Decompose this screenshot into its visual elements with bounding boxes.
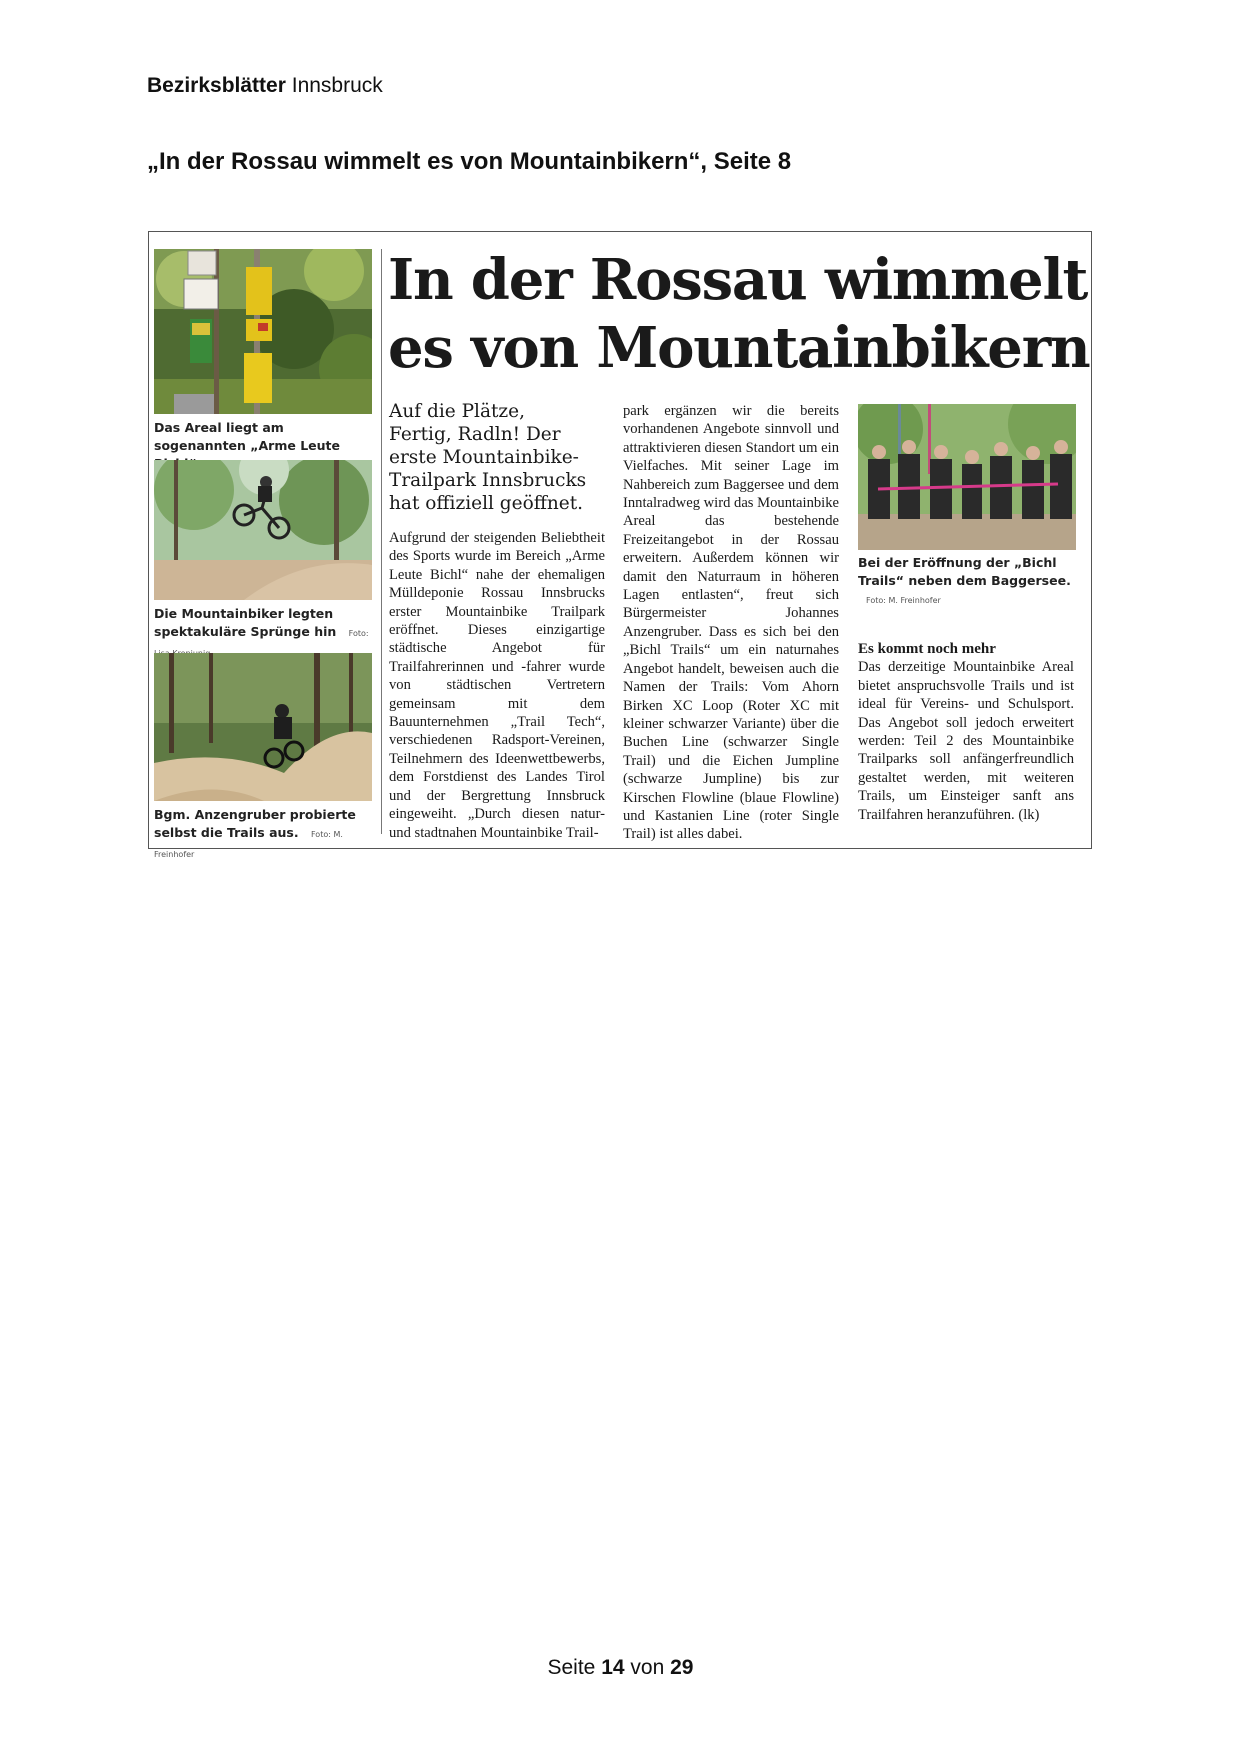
body-column-3	[858, 640, 1074, 824]
photo-bike-jump	[154, 460, 372, 600]
caption-text-3: Bgm. Anzengruber probierte selbst die Trails aus.	[154, 807, 356, 840]
photo-opening-group	[858, 404, 1076, 550]
footer-prefix: Seite	[547, 1656, 596, 1679]
headline-line-1: In der Rossau wimmelt	[388, 247, 1088, 313]
photo-trail-signs	[154, 249, 372, 414]
photo-credit-4: Foto: M. Freinhofer	[866, 596, 941, 605]
column-rule	[381, 249, 382, 834]
page-footer	[0, 1656, 1241, 1680]
publication-header	[147, 74, 383, 98]
publication-region: Innsbruck	[291, 74, 383, 97]
caption-text-1: Das Areal liegt am sogenannten „Arme Leute	[154, 420, 340, 453]
body-column-3-text: Das derzeitige Mountainbike Areal bietet anspruchsvolle Trails und ist ideal für Vereins- und Schulsport. Das Angebot soll jedoch erweitert werden: Teil 2 des Mountainbike Trailparks soll anfängerfreundlich gestaltet werden, mit weiteren Trails, um Einsteiger sanft ans Trailfahren heranzuführen. (lk)	[858, 659, 1074, 823]
photo-credit-3: Foto: M. Freinhofer	[154, 830, 343, 859]
current-page-number: 14	[601, 1656, 625, 1679]
photo-caption-4	[858, 554, 1078, 610]
body-column-1: Aufgrund der steigenden Beliebtheit des Sports wurde im Bereich „Arme Leute Bichl“ nahe der ehemaligen Mülldeponie Rossau Innsbrucks erster Mountainbike Trailpark eröffnet. Dieses einzigartige städtische Angebot für Trailfahrerinnen und -fahrer wurde von städtischen Vertretern gemeinsam mit dem Bauunternehmen „Trail Tech“, verschiedenen Radsport-Vereinen, Teilnehmern des Ideenwettbewerbs, dem Forstdienst des Landes Tirol und der Bergrettung Innsbruck eingeweiht. „Durch diesen natur- und stadtnahen Mountainbike Trail-	[389, 530, 605, 841]
photo-mayor-riding	[154, 653, 372, 801]
subheading: Es kommt noch mehr	[858, 641, 996, 657]
footer-middle: von	[630, 1656, 665, 1679]
article-heading: „In der Rossau wimmelt es von Mountainbikern“, Seite 8	[147, 148, 792, 175]
photo-credit-2: Foto:	[348, 629, 369, 638]
body-column-2: park ergänzen wir die bereits vorhandenen Angebote sinnvoll und attraktivieren diesen Standort um ein Vielfaches. Mit seiner Lage im Nahbereich zum Baggersee und dem Inntalradweg wird das Mountainbike Areal das bestehende Freizeitangebot in der Rossau erweitern. Außerdem können wir damit den Naturraum in höheren Lagen entlasten“, freut sich Bürgermeister Johannes Anzengruber. Dass es sich bei den „Bichl Trails“ um ein naturnahes Angebot handelt, beweisen auch die Namen der Trails: Vom Ahorn Birken XC Loop (Roter XC mit kleiner schwarzer Variante) über die Buchen Line (schwarzer Single Trail) und die Eichen Jumpline (schwarze Jumpline) bis zur Kirschen Flowline (blaue Flowline) und Kastanien Line (roter Single Trail) ist alles dabei.	[623, 403, 840, 843]
headline	[388, 246, 1088, 382]
photo-caption-3	[154, 806, 374, 864]
caption-text-2: Die Mountainbiker legten spektakuläre Sprünge hin	[154, 606, 337, 639]
headline-line-2: es von Mountainbikern	[388, 315, 1090, 381]
lead-paragraph: Auf die Plätze, Fertig, Radln! Der erste Mountainbike-Trailpark Innsbrucks hat offiziell geöffnet.	[389, 401, 587, 514]
newspaper-clipping	[148, 231, 1092, 859]
total-page-count: 29	[670, 1656, 694, 1679]
publication-name: Bezirksblätter	[147, 74, 286, 97]
caption-text-4: Bei der Eröffnung der „Bichl Trails“ neben dem Baggersee.	[858, 555, 1071, 588]
